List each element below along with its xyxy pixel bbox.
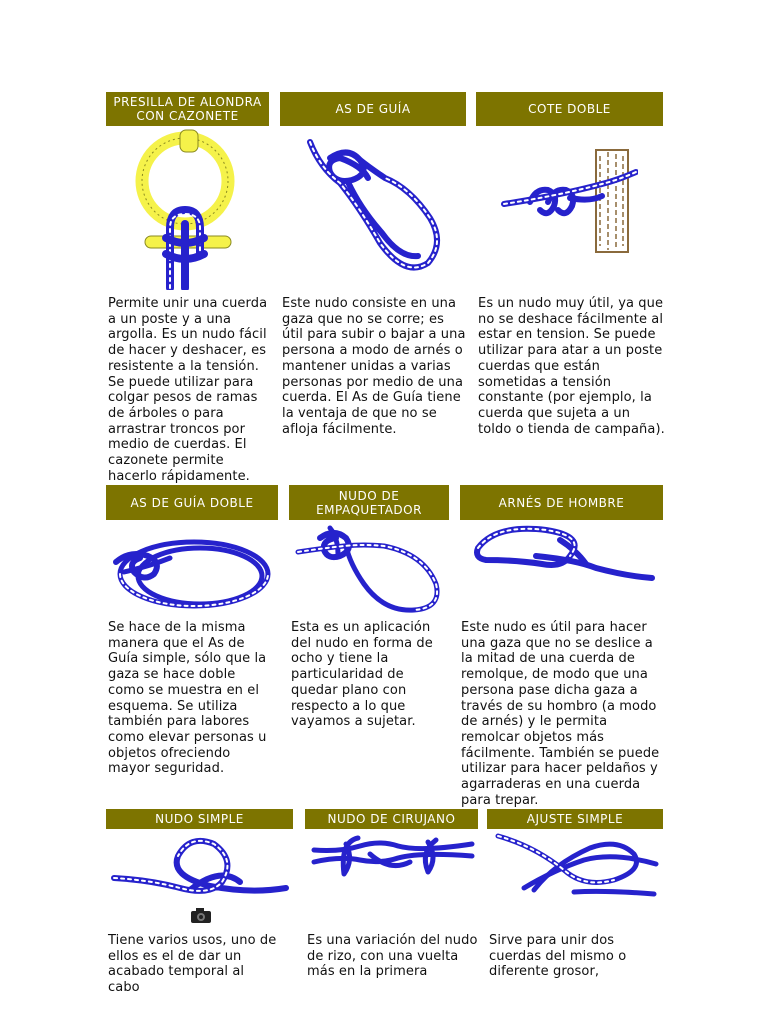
section-title: AS DE GUÍA: [335, 102, 411, 116]
section-description-nudo-de-empaquetador: Esta es un aplicación del nudo en forma de ocho y tiene la particularidad de quedar plano con respecto a lo que vayamos a sujetar.: [291, 620, 433, 730]
as-de-guia-doble-illustration: [110, 526, 274, 616]
section-title: AJUSTE SIMPLE: [526, 812, 624, 826]
section-title: NUDO SIMPLE: [155, 812, 244, 826]
nudo-simple-illustration: [110, 830, 290, 902]
section-header-as-de-guia: [280, 92, 466, 126]
ajuste-simple-illustration: [494, 830, 660, 900]
camera-icon[interactable]: [190, 906, 212, 924]
section-header-ajuste-simple: [487, 809, 663, 829]
nudo-de-cirujano-illustration: [310, 832, 476, 882]
section-description-ajuste-simple: Sirve para unir dos cuerdas del mismo o diferente grosor,: [489, 933, 627, 980]
section-description-as-de-guia: Este nudo consiste en una gaza que no se corre; es útil para subir o bajar a una persona a modo de arnés o mantener unidas a varias personas por medio de una cuerda. El As de Guía tiene la ventaja de que no se afloja fácilmente.: [282, 296, 466, 437]
section-description-nudo-de-cirujano: Es una variación del nudo de rizo, con una vuelta más en la primera: [307, 933, 478, 980]
section-header-arnes-de-hombre: [460, 485, 663, 520]
arnes-de-hombre-illustration: [466, 520, 656, 592]
as-de-guia-illustration: [300, 138, 450, 280]
section-title: NUDO DE CIRUJANO: [327, 812, 456, 826]
section-description-as-de-guia-doble: Se hace de la misma manera que el As de Guía simple, sólo que la gaza se hace doble como se muestra en el esquema. Se utiliza también para labores como elevar personas u objetos ofreciendo mayor seguridad.: [108, 620, 267, 777]
section-title: COTE DOBLE: [528, 102, 611, 116]
section-header-nudo-simple: [106, 809, 293, 829]
section-description-presilla-de-alondra: Permite unir una cuerda a un poste y a una argolla. Es un nudo fácil de hacer y deshacer, es resistente a la tensión. Se puede utilizar para colgar pesos de ramas de árboles o para arrastrar troncos por medio de cuerdas. El cazonete permite hacerlo rápidamente.: [108, 296, 268, 484]
presilla-de-alondra-illustration: [130, 128, 240, 290]
section-title: AS DE GUÍA DOBLE: [130, 495, 254, 510]
section-title: PRESILLA DE ALONDRA CON CAZONETE: [113, 95, 262, 123]
section-description-nudo-simple: Tiene varios usos, uno de ellos es el de dar un acabado temporal al cabo: [108, 933, 277, 996]
section-header-cote-doble: [476, 92, 663, 126]
section-title: NUDO DE EMPAQUETADOR: [316, 488, 422, 517]
section-header-nudo-de-empaquetador: [289, 485, 449, 520]
section-header-as-de-guia-doble: [106, 485, 278, 520]
cote-doble-illustration: [500, 146, 638, 254]
section-description-arnes-de-hombre: Este nudo es útil para hacer una gaza que no se deslice a la mitad de una cuerda de remolque, de modo que una persona pase dicha gaza a través de su hombro (a modo de arnés) y le permita remolcar objetos más fácilmente. También se puede utilizar para hacer peldaños y agarraderas en una cuerda para trepar.: [461, 620, 660, 808]
nudo-de-empaquetador-illustration: [294, 524, 446, 616]
section-header-presilla-de-alondra: [106, 92, 269, 126]
section-description-cote-doble: Es un nudo muy útil, ya que no se deshace fácilmente al estar en tension. Se puede utilizar para atar a un poste cuerdas que están sometidas a tensión constante (por ejemplo, la cuerda que sujeta a un toldo o tienda de campaña).: [478, 296, 665, 437]
section-title: ARNÉS DE HOMBRE: [498, 495, 625, 510]
section-header-nudo-de-cirujano: [305, 809, 478, 829]
